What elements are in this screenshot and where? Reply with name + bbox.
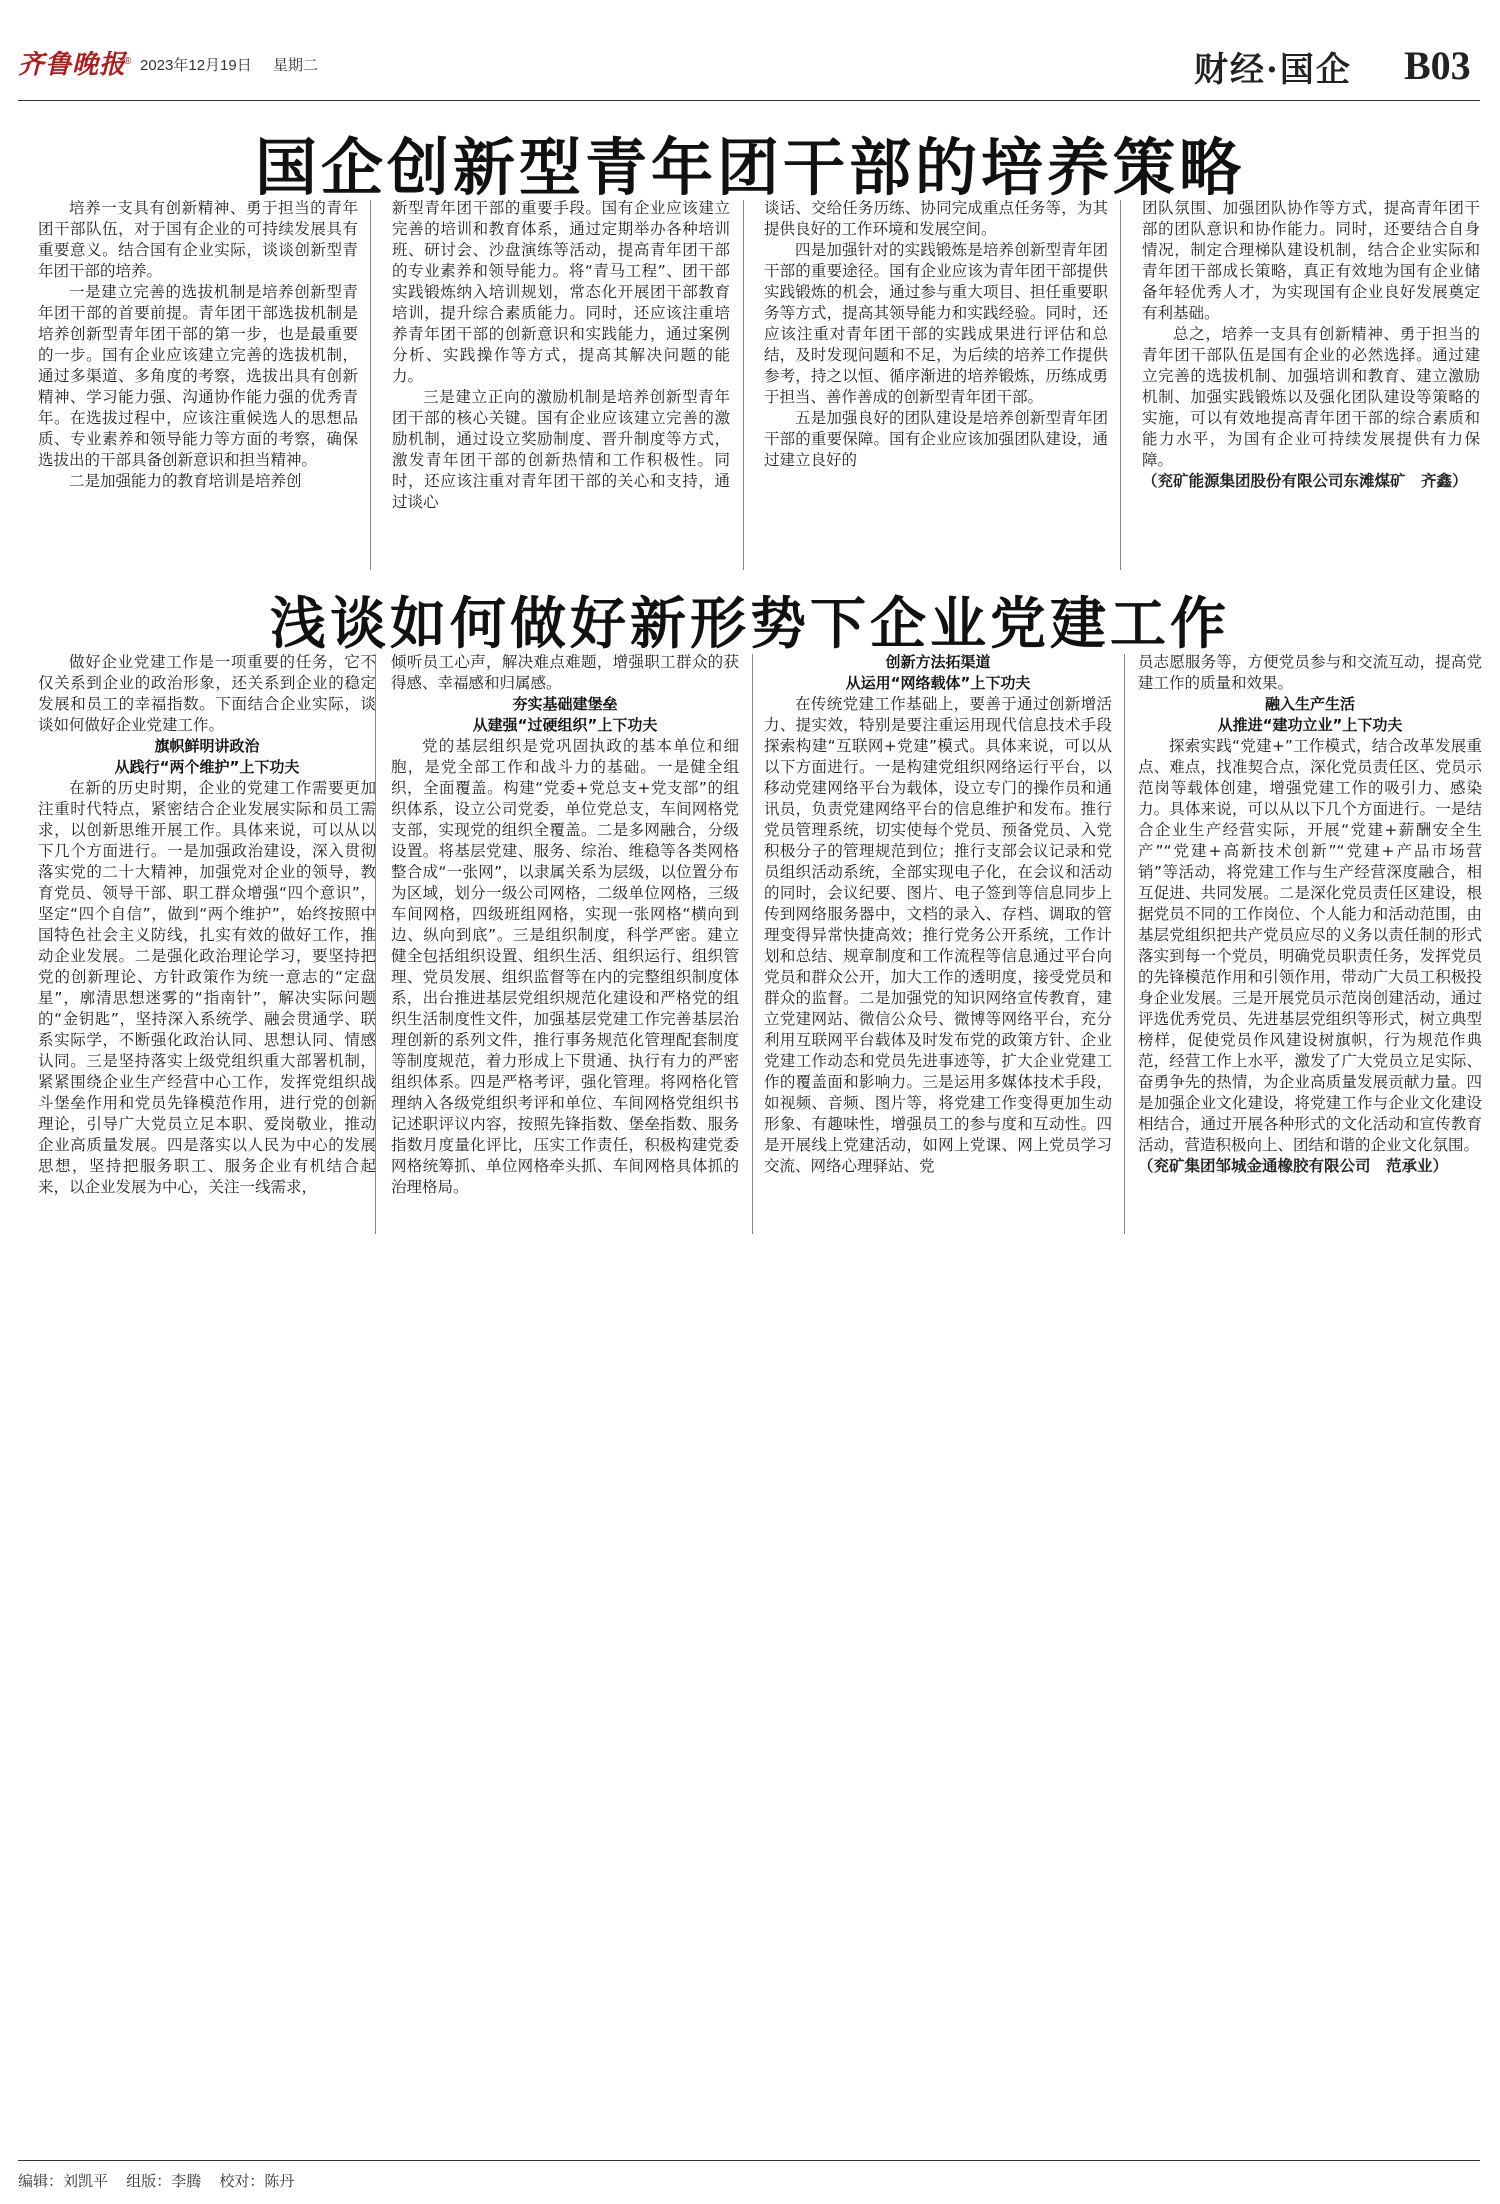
article1-paragraph: 团队氛围、加强团队协作等方式，提高青年团干部的团队意识和协作能力。同时，还要结合自身情况，制定合理梯队建设机制，结合企业实际和青年团干部成长策略，真正有效地为国有企业储备年轻优秀人才，为实现国有企业良好发展奠定有利基础。: [1142, 199, 1480, 322]
article1-column-2: [392, 198, 730, 513]
article1-paragraph: 五是加强良好的团队建设是培养创新型青年团干部的重要保障。国有企业应该加强团队建设，通过建立良好的: [764, 409, 1108, 469]
newspaper-logo: 齐鲁晚报: [18, 50, 127, 80]
registered-mark: ®: [124, 56, 132, 67]
page-footer: [18, 2170, 308, 2191]
article2-subheading: 融入生产生活: [1264, 695, 1355, 713]
article2-subheading: 创新方法拓渠道: [885, 653, 991, 671]
article1-paragraph: 四是加强针对的实践锻炼是培养创新型青年团干部的重要途径。国有企业应该为青年团干部提供实践锻炼的机会，通过参与重大项目、担任重要职务等方式，提高其领导能力和实践经验。同时，还应该注重对青年团干部的实践成果进行评估和总结，及时发现问题和不足，为后续的培养工作提供参考，持之以恒、循序渐进的培养锻炼，历练成勇于担当、善作善成的创新型青年团干部。: [764, 241, 1108, 406]
article1-title: 国企创新型青年团干部的培养策略: [254, 131, 1245, 204]
article1-paragraph: 谈话、交给任务历练、协同完成重点任务等，为其提供良好的工作环境和发展空间。: [764, 199, 1108, 238]
footer-proofreader: 校对：陈丹: [219, 2173, 295, 2190]
column-divider: [375, 654, 376, 1234]
column-divider: [370, 200, 371, 570]
column-divider: [752, 654, 753, 1234]
article1-paragraph: 三是建立正向的激励机制是培养创新型青年团干部的核心关键。国有企业应该建立完善的激励机制，通过设立奖励制度、晋升制度等方式，激发青年团干部的创新热情和工作积极性。同时，还应该注重对青年团干部的关心和支持，通过谈心: [392, 388, 730, 511]
article2-subheading: 从运用“网络载体”上下功夫: [845, 674, 1031, 692]
article1-paragraph: 培养一支具有创新精神、勇于担当的青年团干部队伍，对于国有企业的可持续发展具有重要意义。结合国有企业实际，谈谈创新型青年团干部的培养。: [38, 199, 358, 280]
article2-subheading: 旗帜鲜明讲政治: [154, 737, 260, 755]
article2-column-3: [764, 652, 1112, 1177]
issue-date: 2023年12月19日: [140, 57, 252, 74]
article1-paragraph: 总之，培养一支具有创新精神、勇于担当的青年团干部队伍是国有企业的必然选择。通过建立完善的选拔机制、加强培训和教育、建立激励机制、加强实践锻炼以及强化团队建设等策略的实施，可以有效地提高青年团干部的综合素质和能力水平，为国有企业可持续发展提供有力保障。: [1142, 325, 1480, 469]
footer-rule: [18, 2160, 1480, 2161]
article2-title: 浅谈如何做好新形势下企业党建工作: [270, 591, 1230, 657]
issue-weekday: 星期二: [273, 57, 319, 74]
footer-layout: 组版：李腾: [126, 2173, 202, 2190]
page-code: B03: [1404, 43, 1471, 88]
article1-paragraph: 一是建立完善的选拔机制是培养创新型青年团干部的首要前提。青年团干部选拔机制是培养创新型青年团干部的第一步，也是最重要的一步。国有企业应该建立完善的选拔机制，通过多渠道、多角度的考察，选拔出具有创新精神、学习能力强、沟通协作能力强的优秀青年。在选拔过程中，应该注重候选人的思想品质、专业素养和领导能力等方面的考察，确保选拔出的干部具备创新意识和担当精神。: [38, 283, 358, 469]
article2-subheading: 夯实基础建堡垒: [512, 695, 618, 713]
footer-editor: 编辑：刘凯平: [18, 2173, 109, 2190]
article2-byline: （兖矿集团邹城金通橡胶有限公司 范承业）: [1138, 1157, 1449, 1175]
article2-paragraph: 在新的历史时期，企业的党建工作需要更加注重时代特点，紧密结合企业发展实际和员工需求，以创新思维开展工作。具体来说，可以从以下几个方面进行。一是加强政治建设，深入贯彻落实党的二十大精神，加强党对企业的领导，教育党员、领导干部、职工群众增强“四个意识”，坚定“四个自信”，做到“两个维护”，始终按照中国特色社会主义防线，扎实有效的做好工作，推动企业发展。二是强化政治理论学习，要坚持把党的创新理论、方针政策作为统一意志的“定盘星”，廓清思想迷雾的“指南针”，解决实际问题的“金钥匙”，坚持深入系统学、融会贯通学、联系实际学，不断强化政治认同、思想认同、情感认同。三是坚持落实上级党组织重大部署机制，紧紧围绕企业生产经营中心工作，发挥党组织战斗堡垒作用和党员先锋模范作用，进行党的创新理论，引导广大党员立足本职、爱岗敬业，推动企业高质量发展。四是落实以人民为中心的发展思想，坚持把服务职工、服务企业有机结合起来，以企业发展为中心，关注一线需求，: [38, 779, 376, 1196]
article2-paragraph: 党的基层组织是党巩固执政的基本单位和细胞，是党全部工作和战斗力的基础。一是健全组织，全面覆盖。构建“党委+党总支+党支部”的组织体系，设立公司党委，单位党总支，车间网格党支部，实现党的组织全覆盖。二是多网融合，分级设置。将基层党建、服务、综治、维稳等各类网格整合成“一张网”，以隶属关系为层级，以位置分布为区域，划分一级公司网格，二级单位网格，三级车间网格，四级班组网格，实现一张网格“横向到边、纵向到底”。三是组织制度，科学严密。建立健全包括组织设置、组织生活、组织运行、组织管理、党员发展、组织监督等在内的完整组织制度体系，出台推进基层党组织规范化建设和严格党的组织生活制度性文件，加强基层党建工作完善基层治理创新的系列文件，推行事务规范化管理配套制度等制度规范，着力形成上下贯通、执行有力的严密组织体系。四是严格考评，强化管理。将网格化管理纳入各级党组织考评和单位、车间网格党组织书记述职评议内容，按照先锋指数、堡垒指数、服务指数月度量化评比，压实工作责任，积极构建党委网格统筹抓、单位网格牵头抓、车间网格具体抓的治理格局。: [391, 737, 739, 1196]
article2-intro: 做好企业党建工作是一项重要的任务，它不仅关系到企业的政治形象，还关系到企业的稳定发展和员工的幸福指数。下面结合企业实际，谈谈如何做好企业党建工作。: [38, 653, 376, 734]
article1-byline: （兖矿能源集团股份有限公司东滩煤矿 齐鑫）: [1142, 472, 1468, 490]
section-name: 财经·国企: [1194, 50, 1352, 90]
article2-paragraph: 员志愿服务等，方便党员参与和交流互动，提高党建工作的质量和效果。: [1138, 653, 1482, 692]
column-divider: [743, 200, 744, 570]
article2-column-4: [1138, 652, 1482, 1177]
article1-column-1: [38, 198, 358, 492]
article1-column-4: [1142, 198, 1480, 492]
article1-paragraph: 二是加强能力的教育培训是培养创: [69, 472, 302, 490]
article2-paragraph: 探索实践“党建+”工作模式，结合改革发展重点、难点，找准契合点，深化党员责任区、党员示范岗等载体创建，增强党建工作的吸引力、感染力。具体来说，可以从以下几个方面进行。一是结合企业生产经营实际，开展“党建+薪酬安全生产”“党建+高新技术创新”“党建+产品市场营销”等活动，将党建工作与生产经营深度融合，相互促进、共同发展。二是深化党员责任区建设，根据党员不同的工作岗位、个人能力和活动范围，由基层党组织把共产党员应尽的义务以责任制的形式落实到每一个党员，明确党员职责任务，发挥党员的先锋模范作用和引领作用，带动广大员工积极投身企业发展。三是开展党员示范岗创建活动，通过评选优秀党员、先进基层党组织等形式，树立典型榜样，促使党员作风建设树旗帜，行为规范作典范，经营工作上水平，激发了广大党员立足实际、奋勇争先的热情，为企业高质量发展贡献力量。四是加强企业文化建设，将党建工作与企业文化建设相结合，通过开展各种形式的文化活动和宣传教育活动，营造积极向上、团结和谐的企业文化氛围。: [1138, 737, 1482, 1154]
article1-column-3: [764, 198, 1108, 471]
article1-paragraph: 新型青年团干部的重要手段。国有企业应该建立完善的培训和教育体系，通过定期举办各种培训班、研讨会、沙盘演练等活动，提高青年团干部的专业素养和领导能力。将“青马工程”、团干部实践锻炼纳入培训规划，常态化开展团干部教育培训，提升综合素质能力。同时，还应该注重培养青年团干部的创新意识和实践能力，通过案例分析、实践操作等方式，提高其解决问题的能力。: [392, 199, 730, 385]
masthead: [18, 40, 1480, 98]
article2-subheading: 从建强“过硬组织”上下功夫: [472, 716, 658, 734]
article2-paragraph: 在传统党建工作基础上，要善于通过创新增活力、提实效，特别是要注重运用现代信息技术手段探索构建“互联网+党建”模式。具体来说，可以从以下方面进行。一是构建党组织网络运行平台，以移动党建网络平台为载体，设立专门的操作员和通讯员，负责党建网络平台的信息维护和发布。推行党员管理系统，切实使每个党员、预备党员、入党积极分子的管理规范到位；推行支部会议记录和党员组织活动系统，全部实现电子化，在会议和活动的同时，会议纪要、图片、电子签到等信息同步上传到网络服务器中，文档的录入、存档、调取的管理变得异常快捷高效；推行党务公开系统，工作计划和总结、规章制度和工作流程等信息通过平台向党员和群众公开，加大工作的透明度，接受党员和群众的监督。二是加强党的知识网络宣传教育，建立党建网站、微信公众号、微博等网络平台，充分利用互联网平台载体及时发布党的政策方针、企业党建工作动态和党员先进事迹等，扩大企业党建工作的覆盖面和影响力。三是运用多媒体技术手段，如视频、音频、图片等，将党建工作变得更加生动形象、有趣味性，增强员工的参与度和互动性。四是开展线上党建活动，如网上党课、网上党员学习交流、网络心理驿站、党: [764, 695, 1112, 1175]
masthead-rule: [18, 100, 1480, 101]
article2-column-2: [391, 652, 739, 1198]
article2-subheading: 从践行“两个维护”上下功夫: [114, 758, 300, 776]
column-divider: [1124, 654, 1125, 1234]
column-divider: [1120, 200, 1121, 570]
article2-paragraph: 倾听员工心声，解决难点难题，增强职工群众的获得感、幸福感和归属感。: [391, 653, 739, 692]
article2-subheading: 从推进“建功立业”上下功夫: [1217, 716, 1403, 734]
article2-column-1: [38, 652, 376, 1198]
